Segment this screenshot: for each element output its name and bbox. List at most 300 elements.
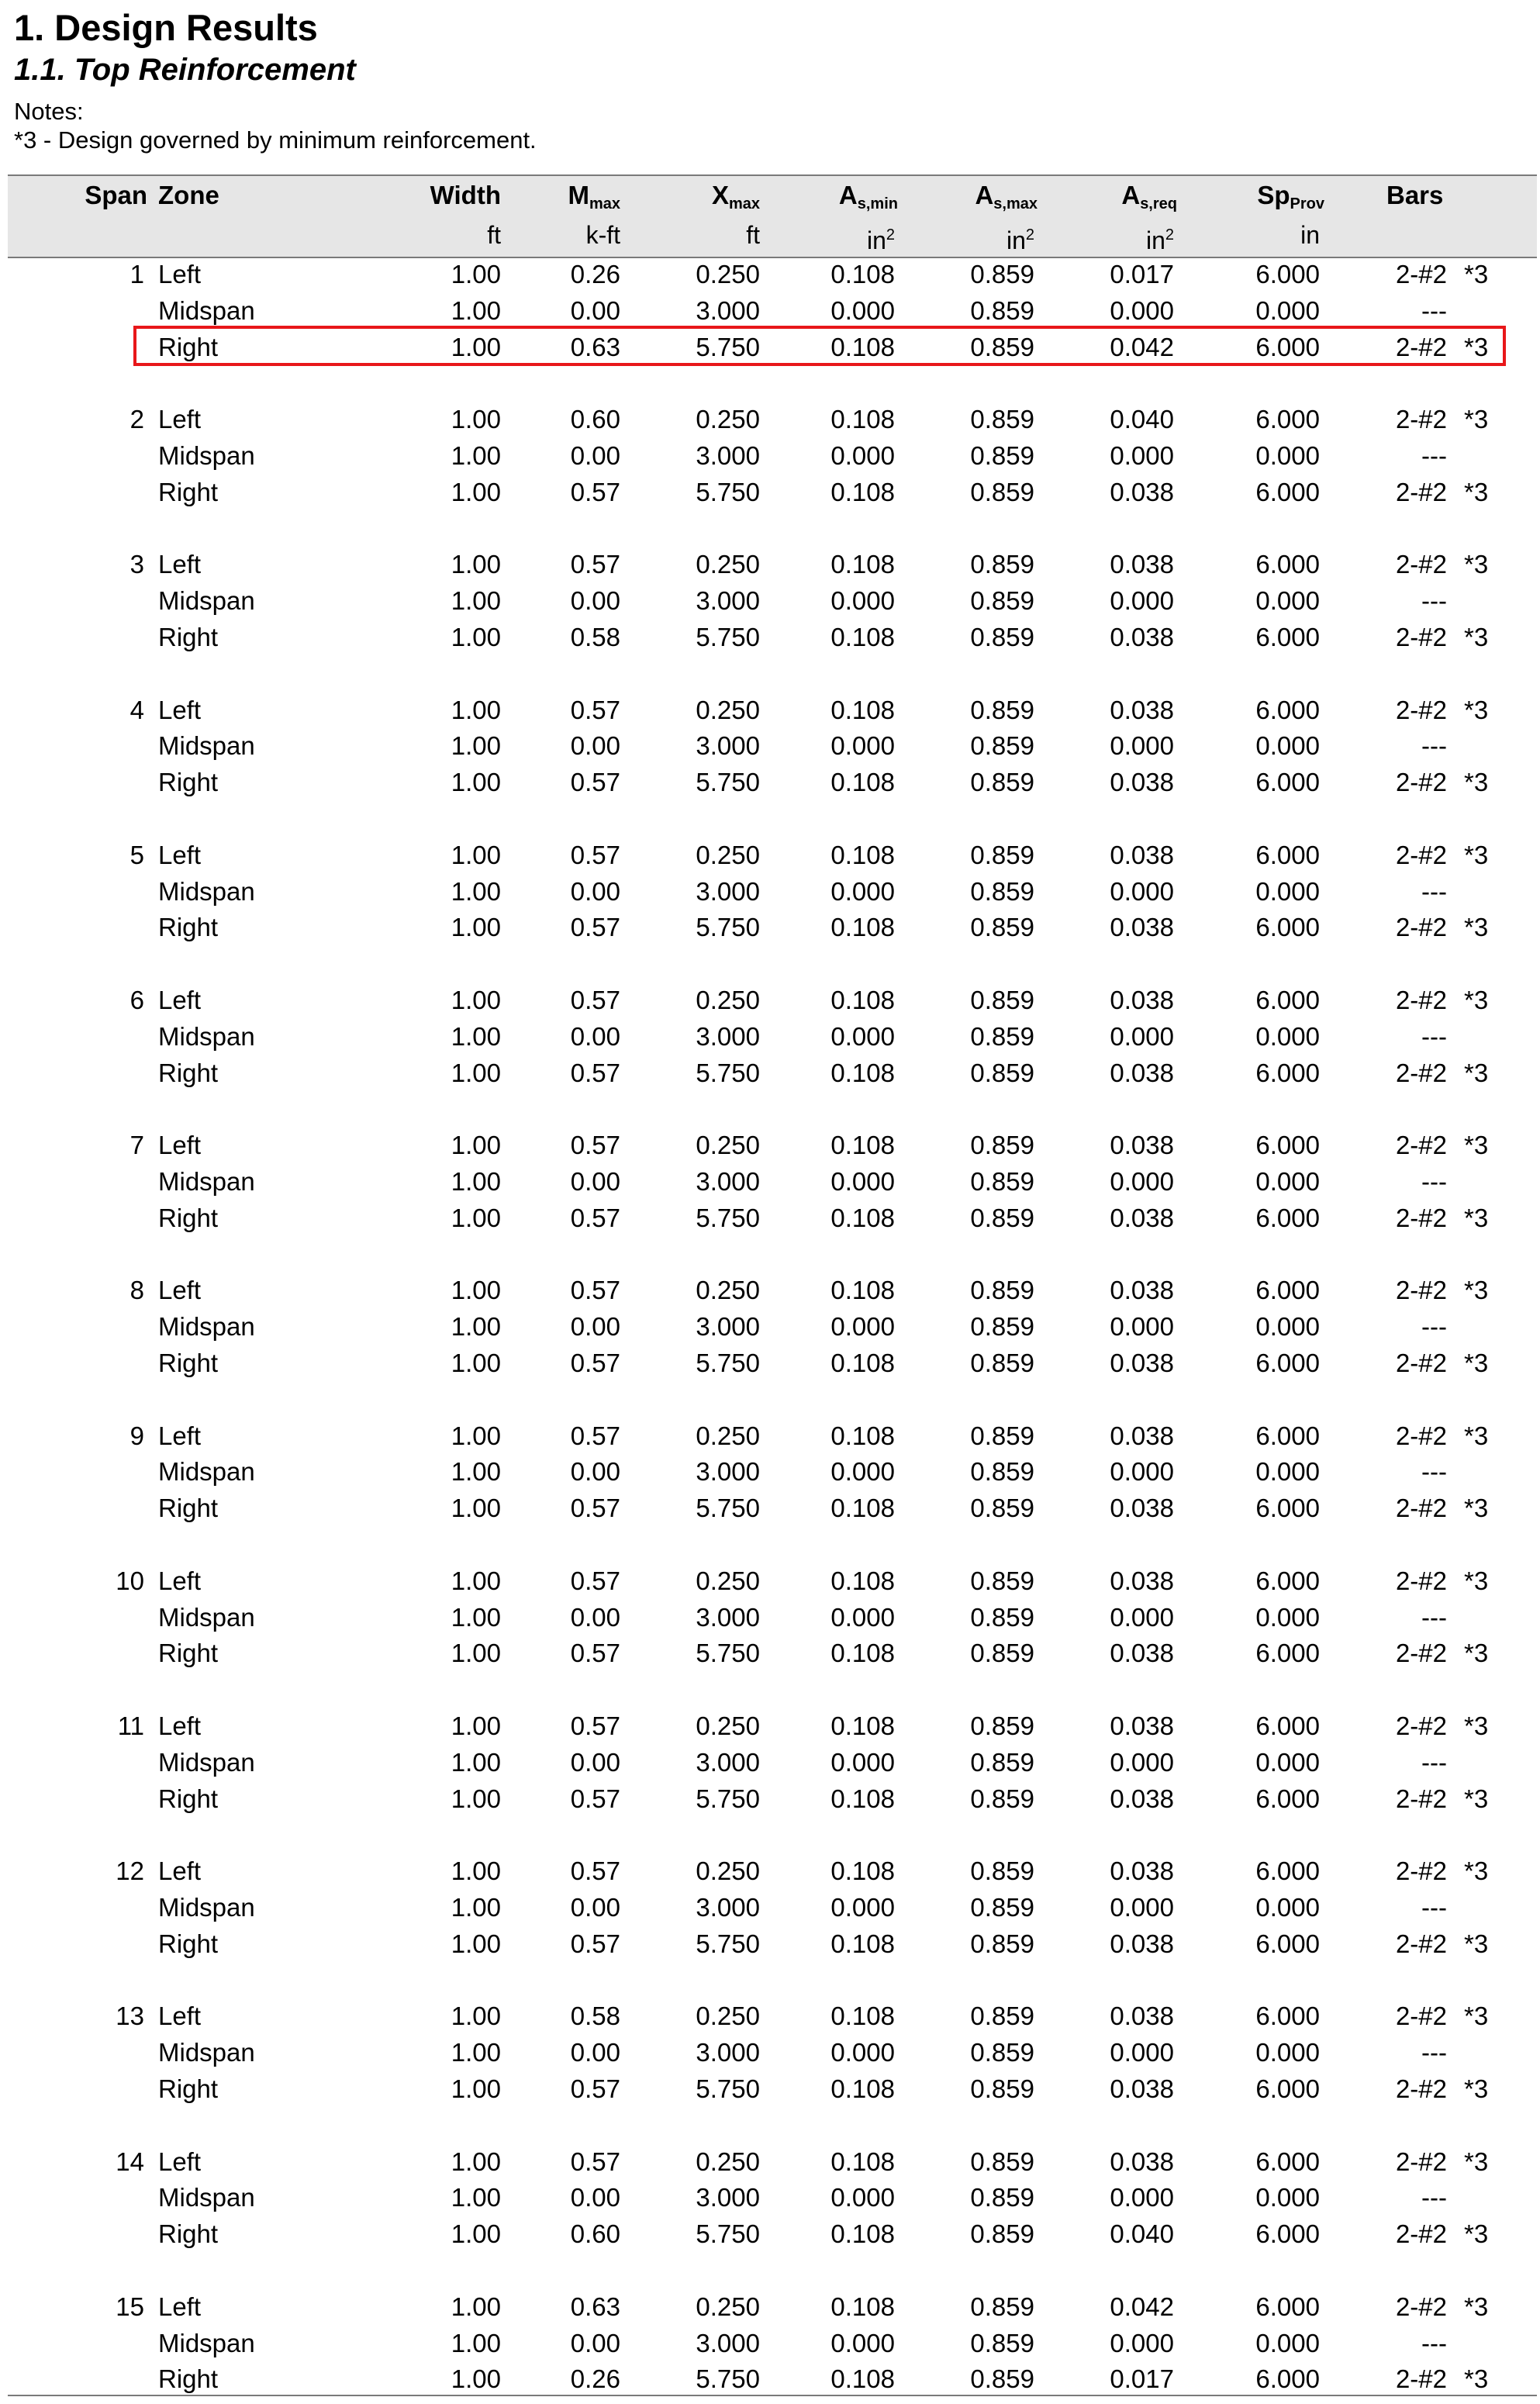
col-header-asmin-sub: s,min <box>857 195 898 212</box>
cell-asmax: 0.859 <box>970 2328 1034 2357</box>
cell-spprov: 0.000 <box>1255 1457 1320 1487</box>
cell-width: 1.00 <box>451 1857 501 1886</box>
cell-asmax: 0.859 <box>970 2038 1034 2067</box>
cell-asmax: 0.859 <box>970 2147 1034 2176</box>
cell-xmax: 3.000 <box>696 2183 760 2212</box>
cell-mmax: 0.00 <box>570 2328 620 2357</box>
cell-asreq: 0.038 <box>1110 1857 1174 1886</box>
cell-xmax: 0.250 <box>696 2147 760 2176</box>
cell-xmax: 5.750 <box>696 1349 760 1377</box>
cell-bars: 2-#2 <box>1395 550 1447 579</box>
cell-asmax: 0.859 <box>970 550 1034 579</box>
zone-label: Left <box>158 695 202 724</box>
cell-mmax: 0.00 <box>570 295 620 325</box>
cell-asmin: 0.108 <box>830 2002 895 2031</box>
cell-width: 1.00 <box>451 477 501 506</box>
cell-bars: --- <box>1421 2038 1447 2067</box>
cell-spprov: 6.000 <box>1255 1276 1320 1305</box>
highlight-box <box>133 326 1506 366</box>
cell-asmax: 0.859 <box>970 405 1034 434</box>
cell-xmax: 0.250 <box>696 986 760 1014</box>
cell-xmax: 3.000 <box>696 1021 760 1051</box>
cell-asmax: 0.859 <box>970 332 1034 361</box>
col-header-asmax-sub: s,max <box>993 195 1038 212</box>
cell-bars: --- <box>1421 1167 1447 1196</box>
cell-mmax: 0.57 <box>570 1421 620 1450</box>
cell-asmin: 0.000 <box>830 1167 895 1196</box>
cell-xmax: 5.750 <box>696 2074 760 2103</box>
cell-bars: 2-#2 <box>1395 623 1447 651</box>
col-header-asmax <box>899 180 1038 219</box>
cell-width: 1.00 <box>451 1566 501 1595</box>
cell-spprov: 0.000 <box>1255 2183 1320 2212</box>
cell-width: 1.00 <box>451 1929 501 1958</box>
cell-asmax: 0.859 <box>970 2002 1034 2031</box>
cell-asmax: 0.859 <box>970 1747 1034 1777</box>
cell-spprov: 6.000 <box>1255 2364 1320 2394</box>
col-header-xmax-main: X <box>711 181 729 209</box>
zone-label: Midspan <box>158 2328 255 2357</box>
cell-xmax: 0.250 <box>696 550 760 579</box>
cell-width: 1.00 <box>451 1131 501 1160</box>
zone-label: Midspan <box>158 586 255 616</box>
cell-note: *3 <box>1464 1349 1489 1377</box>
cell-width: 1.00 <box>451 1784 501 1813</box>
col-header-asreq-sub: s,req <box>1140 195 1177 212</box>
cell-asreq: 0.000 <box>1110 1312 1174 1342</box>
cell-bars: 2-#2 <box>1395 986 1447 1014</box>
cell-asreq: 0.000 <box>1110 876 1174 906</box>
cell-width: 1.00 <box>451 2292 501 2321</box>
cell-note: *3 <box>1464 1711 1489 1740</box>
cell-mmax: 0.00 <box>570 586 620 616</box>
zone-label: Left <box>158 405 202 434</box>
cell-asreq: 0.000 <box>1110 1602 1174 1632</box>
cell-width: 1.00 <box>451 731 501 761</box>
cell-spprov: 0.000 <box>1255 1747 1320 1777</box>
cell-asmax: 0.859 <box>970 1857 1034 1886</box>
cell-asmin: 0.000 <box>830 2328 895 2357</box>
cell-asmin: 0.108 <box>830 1784 895 1813</box>
cell-spprov: 0.000 <box>1255 1893 1320 1922</box>
cell-note: *3 <box>1464 2074 1489 2103</box>
cell-mmax: 0.00 <box>570 1602 620 1632</box>
col-header-xmax-sub: max <box>728 195 760 212</box>
span-number: 4 <box>129 695 144 724</box>
cell-mmax: 0.57 <box>570 550 620 579</box>
cell-spprov: 6.000 <box>1255 695 1320 724</box>
cell-asmax: 0.859 <box>970 1021 1034 1051</box>
unit-asmin-sup: 2 <box>886 226 895 244</box>
cell-asmin: 0.108 <box>830 260 895 288</box>
cell-asmin: 0.108 <box>830 695 895 724</box>
cell-spprov: 0.000 <box>1255 1312 1320 1342</box>
cell-mmax: 0.26 <box>570 260 620 288</box>
cell-spprov: 6.000 <box>1255 1566 1320 1595</box>
cell-xmax: 0.250 <box>696 1131 760 1160</box>
cell-spprov: 6.000 <box>1255 2219 1320 2249</box>
cell-xmax: 3.000 <box>696 2328 760 2357</box>
zone-label: Right <box>158 1058 219 1087</box>
cell-spprov: 6.000 <box>1255 623 1320 651</box>
cell-asmin: 0.000 <box>830 2183 895 2212</box>
cell-bars: 2-#2 <box>1395 2074 1447 2103</box>
cell-asmax: 0.859 <box>970 1457 1034 1487</box>
cell-asmin: 0.108 <box>830 1058 895 1087</box>
cell-asreq: 0.000 <box>1110 1457 1174 1487</box>
cell-note: *3 <box>1464 1784 1489 1813</box>
cell-asmin: 0.000 <box>830 1893 895 1922</box>
span-number: 8 <box>129 1276 144 1305</box>
cell-spprov: 6.000 <box>1255 986 1320 1014</box>
col-header-asreq-main: A <box>1121 181 1141 209</box>
cell-spprov: 0.000 <box>1255 731 1320 761</box>
cell-asmin: 0.000 <box>830 441 895 470</box>
cell-asreq: 0.017 <box>1110 260 1174 288</box>
cell-asreq: 0.038 <box>1110 2002 1174 2031</box>
cell-asmin: 0.000 <box>830 295 895 325</box>
cell-width: 1.00 <box>451 2038 501 2067</box>
zone-label: Left <box>158 2002 202 2031</box>
col-header-spprov <box>1179 180 1324 219</box>
cell-asmin: 0.108 <box>830 1131 895 1160</box>
zone-label: Left <box>158 1857 202 1886</box>
zone-label: Midspan <box>158 1747 255 1777</box>
cell-mmax: 0.57 <box>570 1131 620 1160</box>
cell-asmax: 0.859 <box>970 1349 1034 1377</box>
zone-label: Left <box>158 1276 202 1305</box>
cell-xmax: 3.000 <box>696 1747 760 1777</box>
cell-xmax: 3.000 <box>696 295 760 325</box>
cell-bars: --- <box>1421 1747 1447 1777</box>
cell-spprov: 6.000 <box>1255 1857 1320 1886</box>
cell-asreq: 0.038 <box>1110 1711 1174 1740</box>
cell-asmin: 0.108 <box>830 913 895 942</box>
cell-width: 1.00 <box>451 1276 501 1305</box>
cell-asmax: 0.859 <box>970 1639 1034 1668</box>
cell-note: *3 <box>1464 2147 1489 2176</box>
cell-bars: 2-#2 <box>1395 1639 1447 1668</box>
zone-label: Right <box>158 1203 219 1232</box>
zone-label: Left <box>158 2292 202 2321</box>
cell-mmax: 0.00 <box>570 731 620 761</box>
cell-spprov: 6.000 <box>1255 2147 1320 2176</box>
zone-label: Left <box>158 1421 202 1450</box>
unit-asmin <box>760 219 895 256</box>
zone-label: Left <box>158 2147 202 2176</box>
cell-asreq: 0.000 <box>1110 2038 1174 2067</box>
cell-bars: --- <box>1421 1021 1447 1051</box>
cell-mmax: 0.00 <box>570 1167 620 1196</box>
cell-spprov: 6.000 <box>1255 2074 1320 2103</box>
page-title: 1. Design Results <box>14 7 318 48</box>
cell-asmax: 0.859 <box>970 260 1034 288</box>
cell-mmax: 0.63 <box>570 332 620 361</box>
cell-width: 1.00 <box>451 1421 501 1450</box>
cell-xmax: 5.750 <box>696 913 760 942</box>
cell-mmax: 0.60 <box>570 405 620 434</box>
zone-label: Right <box>158 768 219 797</box>
zone-label: Midspan <box>158 1167 255 1196</box>
cell-spprov: 0.000 <box>1255 1021 1320 1051</box>
zone-label: Midspan <box>158 295 255 325</box>
cell-asmax: 0.859 <box>970 2292 1034 2321</box>
cell-mmax: 0.57 <box>570 477 620 506</box>
cell-xmax: 3.000 <box>696 1312 760 1342</box>
cell-asmin: 0.000 <box>830 586 895 616</box>
col-header-mmax-sub: max <box>589 195 620 212</box>
cell-asmin: 0.108 <box>830 1203 895 1232</box>
cell-bars: 2-#2 <box>1395 2219 1447 2249</box>
cell-width: 1.00 <box>451 405 501 434</box>
cell-mmax: 0.00 <box>570 2038 620 2067</box>
cell-mmax: 0.57 <box>570 2074 620 2103</box>
cell-bars: 2-#2 <box>1395 840 1447 869</box>
cell-asreq: 0.000 <box>1110 2328 1174 2357</box>
cell-mmax: 0.57 <box>570 1349 620 1377</box>
span-number: 14 <box>116 2147 144 2176</box>
cell-bars: 2-#2 <box>1395 1566 1447 1595</box>
cell-width: 1.00 <box>451 2002 501 2031</box>
cell-spprov: 6.000 <box>1255 550 1320 579</box>
cell-note: *3 <box>1464 1639 1489 1668</box>
cell-spprov: 0.000 <box>1255 2328 1320 2357</box>
cell-note: *3 <box>1464 2002 1489 2031</box>
cell-asmax: 0.859 <box>970 586 1034 616</box>
cell-spprov: 0.000 <box>1255 586 1320 616</box>
cell-width: 1.00 <box>451 2219 501 2249</box>
cell-bars: 2-#2 <box>1395 405 1447 434</box>
cell-asreq: 0.038 <box>1110 986 1174 1014</box>
cell-asmax: 0.859 <box>970 441 1034 470</box>
zone-label: Right <box>158 477 219 506</box>
cell-note: *3 <box>1464 840 1489 869</box>
col-header-asmin-main: A <box>838 181 858 209</box>
col-header-width: Width <box>430 181 501 209</box>
zone-label: Right <box>158 913 219 942</box>
cell-asreq: 0.042 <box>1110 332 1174 361</box>
cell-note: *3 <box>1464 623 1489 651</box>
cell-mmax: 0.57 <box>570 2147 620 2176</box>
unit-asmax <box>899 219 1034 256</box>
cell-xmax: 3.000 <box>696 2038 760 2067</box>
cell-asmax: 0.859 <box>970 1711 1034 1740</box>
cell-asmax: 0.859 <box>970 1494 1034 1523</box>
span-number: 2 <box>129 405 144 434</box>
cell-note: *3 <box>1464 913 1489 942</box>
zone-label: Midspan <box>158 2038 255 2067</box>
cell-asmin: 0.000 <box>830 1021 895 1051</box>
cell-mmax: 0.57 <box>570 1058 620 1087</box>
cell-asreq: 0.038 <box>1110 623 1174 651</box>
cell-asreq: 0.038 <box>1110 1421 1174 1450</box>
cell-note: *3 <box>1464 1276 1489 1305</box>
unit-asreq-sup: 2 <box>1165 226 1174 244</box>
zone-label: Right <box>158 1349 219 1377</box>
cell-asreq: 0.038 <box>1110 1566 1174 1595</box>
cell-width: 1.00 <box>451 550 501 579</box>
cell-note: *3 <box>1464 550 1489 579</box>
cell-spprov: 6.000 <box>1255 2002 1320 2031</box>
zone-label: Left <box>158 986 202 1014</box>
cell-asreq: 0.038 <box>1110 768 1174 797</box>
zone-label: Left <box>158 550 202 579</box>
cell-note: *3 <box>1464 1566 1489 1595</box>
cell-bars: --- <box>1421 1893 1447 1922</box>
cell-xmax: 0.250 <box>696 1276 760 1305</box>
cell-asmax: 0.859 <box>970 840 1034 869</box>
cell-spprov: 6.000 <box>1255 477 1320 506</box>
zone-label: Right <box>158 1784 219 1813</box>
cell-spprov: 0.000 <box>1255 1602 1320 1632</box>
cell-asmin: 0.108 <box>830 1349 895 1377</box>
col-header-bars: Bars <box>1386 181 1444 209</box>
cell-asmin: 0.108 <box>830 1929 895 1958</box>
cell-width: 1.00 <box>451 1747 501 1777</box>
cell-xmax: 5.750 <box>696 1494 760 1523</box>
cell-width: 1.00 <box>451 1021 501 1051</box>
cell-asreq: 0.038 <box>1110 1349 1174 1377</box>
span-number: 7 <box>129 1131 144 1160</box>
col-header-asmax-main: A <box>975 181 994 209</box>
cell-xmax: 5.750 <box>696 1639 760 1668</box>
cell-spprov: 0.000 <box>1255 1167 1320 1196</box>
span-number: 6 <box>129 986 144 1014</box>
col-header-xmax <box>636 180 760 219</box>
cell-xmax: 5.750 <box>696 2219 760 2249</box>
cell-asmin: 0.108 <box>830 840 895 869</box>
zone-label: Left <box>158 1566 202 1595</box>
cell-bars: 2-#2 <box>1395 1203 1447 1232</box>
zone-label: Midspan <box>158 1312 255 1342</box>
cell-asreq: 0.038 <box>1110 1784 1174 1813</box>
cell-bars: 2-#2 <box>1395 2292 1447 2321</box>
cell-width: 1.00 <box>451 1711 501 1740</box>
cell-asmax: 0.859 <box>970 1203 1034 1232</box>
cell-width: 1.00 <box>451 1893 501 1922</box>
zone-label: Midspan <box>158 1457 255 1487</box>
cell-asmin: 0.108 <box>830 1566 895 1595</box>
cell-mmax: 0.57 <box>570 913 620 942</box>
cell-bars: 2-#2 <box>1395 1784 1447 1813</box>
cell-mmax: 0.57 <box>570 1929 620 1958</box>
cell-xmax: 0.250 <box>696 695 760 724</box>
cell-asmin: 0.000 <box>830 2038 895 2067</box>
col-header-zone: Zone <box>158 181 219 209</box>
unit-mmax: k-ft <box>585 221 620 249</box>
cell-width: 1.00 <box>451 1167 501 1196</box>
cell-xmax: 5.750 <box>696 1058 760 1087</box>
cell-note: *3 <box>1464 2364 1489 2394</box>
cell-asmax: 0.859 <box>970 1893 1034 1922</box>
cell-width: 1.00 <box>451 332 501 361</box>
cell-width: 1.00 <box>451 2074 501 2103</box>
cell-note: *3 <box>1464 332 1489 361</box>
cell-note: *3 <box>1464 2219 1489 2249</box>
cell-width: 1.00 <box>451 1457 501 1487</box>
unit-xmax: ft <box>746 221 760 249</box>
cell-width: 1.00 <box>451 913 501 942</box>
cell-asmax: 0.859 <box>970 2074 1034 2103</box>
zone-label: Midspan <box>158 876 255 906</box>
cell-width: 1.00 <box>451 1312 501 1342</box>
zone-label: Midspan <box>158 731 255 761</box>
unit-asmax-main: in <box>1006 226 1026 254</box>
unit-spprov: in <box>1300 221 1320 249</box>
cell-spprov: 0.000 <box>1255 2038 1320 2067</box>
zone-label: Midspan <box>158 441 255 470</box>
unit-asmax-sup: 2 <box>1025 226 1034 244</box>
cell-asmin: 0.000 <box>830 1457 895 1487</box>
cell-asmax: 0.859 <box>970 1312 1034 1342</box>
cell-width: 1.00 <box>451 1203 501 1232</box>
cell-xmax: 3.000 <box>696 586 760 616</box>
cell-mmax: 0.00 <box>570 1021 620 1051</box>
cell-mmax: 0.57 <box>570 1857 620 1886</box>
table-bottom-rule <box>8 2395 1537 2396</box>
cell-mmax: 0.60 <box>570 2219 620 2249</box>
cell-asreq: 0.038 <box>1110 550 1174 579</box>
cell-mmax: 0.57 <box>570 840 620 869</box>
cell-spprov: 6.000 <box>1255 1929 1320 1958</box>
cell-asmax: 0.859 <box>970 1602 1034 1632</box>
col-header-spprov-sub: Prov <box>1290 195 1324 212</box>
cell-asmax: 0.859 <box>970 731 1034 761</box>
cell-note: *3 <box>1464 1058 1489 1087</box>
zone-label: Right <box>158 1639 219 1668</box>
cell-asmin: 0.000 <box>830 1312 895 1342</box>
cell-width: 1.00 <box>451 1602 501 1632</box>
cell-note: *3 <box>1464 477 1489 506</box>
cell-bars: 2-#2 <box>1395 1857 1447 1886</box>
cell-spprov: 6.000 <box>1255 1639 1320 1668</box>
cell-asmax: 0.859 <box>970 1276 1034 1305</box>
cell-note: *3 <box>1464 1203 1489 1232</box>
cell-mmax: 0.57 <box>570 1784 620 1813</box>
cell-note: *3 <box>1464 2292 1489 2321</box>
cell-width: 1.00 <box>451 1058 501 1087</box>
cell-asmax: 0.859 <box>970 623 1034 651</box>
cell-asmax: 0.859 <box>970 695 1034 724</box>
cell-width: 1.00 <box>451 768 501 797</box>
cell-bars: --- <box>1421 2183 1447 2212</box>
cell-width: 1.00 <box>451 2364 501 2394</box>
cell-asmin: 0.108 <box>830 2147 895 2176</box>
cell-spprov: 6.000 <box>1255 260 1320 288</box>
cell-asmin: 0.108 <box>830 986 895 1014</box>
cell-bars: 2-#2 <box>1395 1421 1447 1450</box>
span-number: 3 <box>129 550 144 579</box>
cell-width: 1.00 <box>451 2183 501 2212</box>
cell-asreq: 0.000 <box>1110 441 1174 470</box>
cell-asreq: 0.038 <box>1110 1494 1174 1523</box>
span-number: 10 <box>116 1566 144 1595</box>
cell-mmax: 0.00 <box>570 876 620 906</box>
cell-bars: 2-#2 <box>1395 1058 1447 1087</box>
cell-asreq: 0.038 <box>1110 913 1174 942</box>
cell-xmax: 0.250 <box>696 1421 760 1450</box>
cell-spprov: 6.000 <box>1255 1421 1320 1450</box>
cell-xmax: 5.750 <box>696 332 760 361</box>
cell-asmin: 0.108 <box>830 2074 895 2103</box>
cell-spprov: 6.000 <box>1255 2292 1320 2321</box>
unit-asreq-main: in <box>1145 226 1165 254</box>
cell-spprov: 6.000 <box>1255 1494 1320 1523</box>
col-header-asmin <box>760 180 898 219</box>
zone-label: Midspan <box>158 1021 255 1051</box>
cell-asmax: 0.859 <box>970 1131 1034 1160</box>
cell-mmax: 0.57 <box>570 1566 620 1595</box>
